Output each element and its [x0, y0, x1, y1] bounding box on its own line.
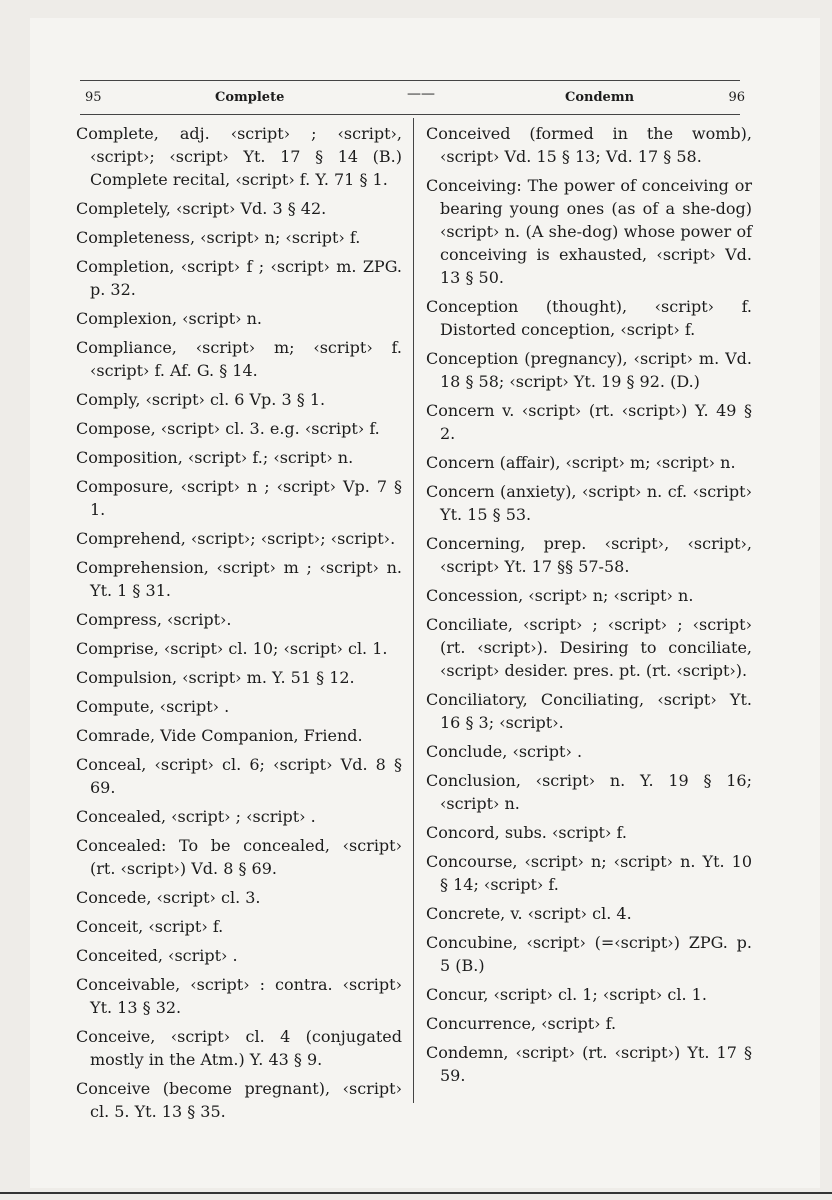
dictionary-entry: Concede, ‹script› cl. 3.: [76, 888, 261, 907]
dictionary-entry: Comprehend, ‹script›; ‹script›; ‹script›.: [76, 529, 396, 548]
header-rule: [80, 114, 740, 115]
dictionary-entry: Conceivable, ‹script› : contra. ‹script› Yt. 13 § 32.: [76, 975, 402, 1017]
dictionary-entry: Conception (thought), ‹script› f. Distorted conception, ‹script› f.: [426, 297, 752, 339]
dictionary-entry: Conceiving: The power of conceiving or bearing young ones (as of a she-dog) ‹script› n. (A she-dog) whose power of conceiving is exhausted, ‹script› Vd. 13 § 50.: [426, 176, 752, 287]
dictionary-entry: Complexion, ‹script› n.: [76, 309, 263, 328]
dictionary-entry: Comprehension, ‹script› m ; ‹script› n. Yt. 1 § 31.: [76, 558, 402, 600]
right-column: [426, 122, 752, 1093]
dictionary-entry: Compulsion, ‹script› m. Y. 51 § 12.: [76, 668, 355, 687]
header-separator: ——: [407, 86, 435, 102]
dictionary-entry: Concern (affair), ‹script› m; ‹script› n.: [426, 453, 736, 472]
dictionary-entry: Completion, ‹script› f ; ‹script› m. ZPG. p. 32.: [76, 257, 402, 299]
dictionary-entry: Concord, subs. ‹script› f.: [426, 823, 627, 842]
dictionary-entry: Comply, ‹script› cl. 6 Vp. 3 § 1.: [76, 390, 326, 409]
dictionary-entry: Concur, ‹script› cl. 1; ‹script› cl. 1.: [426, 985, 707, 1004]
left-column: [76, 122, 402, 1129]
dictionary-entry: Complete, adj. ‹script› ; ‹script›, ‹script›; ‹script› Yt. 17 § 14 (B.) Complete recital, ‹script› f. Y. 71 § 1.: [76, 124, 402, 189]
page-header: [85, 86, 745, 114]
dictionary-entry: Conciliate, ‹script› ; ‹script› ; ‹script› (rt. ‹script›). Desiring to conciliate, ‹script› desider. pres. pt. (rt. ‹script›).: [426, 615, 752, 680]
dictionary-entry: Conclude, ‹script› .: [426, 742, 583, 761]
dictionary-entry: Conceive, ‹script› cl. 4 (conjugated mostly in the Atm.) Y. 43 § 9.: [76, 1027, 402, 1069]
dictionary-entry: Concubine, ‹script› (=‹script›) ZPG. p. 5 (B.): [426, 933, 752, 975]
dictionary-entry: Comprise, ‹script› cl. 10; ‹script› cl. 1.: [76, 639, 388, 658]
dictionary-entry: Compress, ‹script›.: [76, 610, 232, 629]
column-divider: [413, 118, 414, 1103]
dictionary-entry: Concerning, prep. ‹script›, ‹script›, ‹script› Yt. 17 §§ 57-58.: [426, 534, 752, 576]
dictionary-entry: Conciliatory, Conciliating, ‹script› Yt. 16 § 3; ‹script›.: [426, 690, 752, 732]
dictionary-entry: Concession, ‹script› n; ‹script› n.: [426, 586, 694, 605]
dictionary-entry: Compose, ‹script› cl. 3. e.g. ‹script› f.: [76, 419, 380, 438]
dictionary-entry: Concrete, v. ‹script› cl. 4.: [426, 904, 632, 923]
dictionary-entry: Conceit, ‹script› f.: [76, 917, 224, 936]
top-rule: [80, 80, 740, 81]
dictionary-entry: Conceal, ‹script› cl. 6; ‹script› Vd. 8 § 69.: [76, 755, 402, 797]
dictionary-entry: Conception (pregnancy), ‹script› m. Vd. 18 § 58; ‹script› Yt. 19 § 92. (D.): [426, 349, 752, 391]
dictionary-entry: Completely, ‹script› Vd. 3 § 42.: [76, 199, 327, 218]
dictionary-entry: Concealed: To be concealed, ‹script› (rt. ‹script›) Vd. 8 § 69.: [76, 836, 402, 878]
left-page-number: 95: [85, 90, 102, 105]
right-guide-word: Condemn: [565, 90, 635, 105]
dictionary-entry: Completeness, ‹script› n; ‹script› f.: [76, 228, 361, 247]
dictionary-entry: Concern v. ‹script› (rt. ‹script›) Y. 49 § 2.: [426, 401, 752, 443]
dictionary-entry: Concern (anxiety), ‹script› n. cf. ‹script› Yt. 15 § 53.: [426, 482, 752, 524]
dictionary-entry: Conceive (become pregnant), ‹script› cl. 5. Yt. 13 § 35.: [76, 1079, 402, 1121]
right-page-number: 96: [728, 90, 745, 105]
dictionary-entry: Concourse, ‹script› n; ‹script› n. Yt. 10 § 14; ‹script› f.: [426, 852, 752, 894]
dictionary-entry: Compliance, ‹script› m; ‹script› f. ‹script› f. Af. G. § 14.: [76, 338, 402, 380]
left-guide-word: Complete: [215, 90, 285, 105]
dictionary-entry: Compute, ‹script› .: [76, 697, 230, 716]
dictionary-entry: Conceited, ‹script› .: [76, 946, 238, 965]
dictionary-entry: Concealed, ‹script› ; ‹script› .: [76, 807, 316, 826]
dictionary-entry: Conclusion, ‹script› n. Y. 19 § 16; ‹script› n.: [426, 771, 752, 813]
dictionary-entry: Concurrence, ‹script› f.: [426, 1014, 617, 1033]
dictionary-entry: Comrade, Vide Companion, Friend.: [76, 726, 363, 745]
dictionary-entry: Condemn, ‹script› (rt. ‹script›) Yt. 17 § 59.: [426, 1043, 752, 1085]
dictionary-entry: Conceived (formed in the womb), ‹script› Vd. 15 § 13; Vd. 17 § 58.: [426, 124, 752, 166]
page-bottom-edge: [0, 1192, 832, 1194]
dictionary-entry: Composure, ‹script› n ; ‹script› Vp. 7 § 1.: [76, 477, 402, 519]
dictionary-entry: Composition, ‹script› f.; ‹script› n.: [76, 448, 354, 467]
